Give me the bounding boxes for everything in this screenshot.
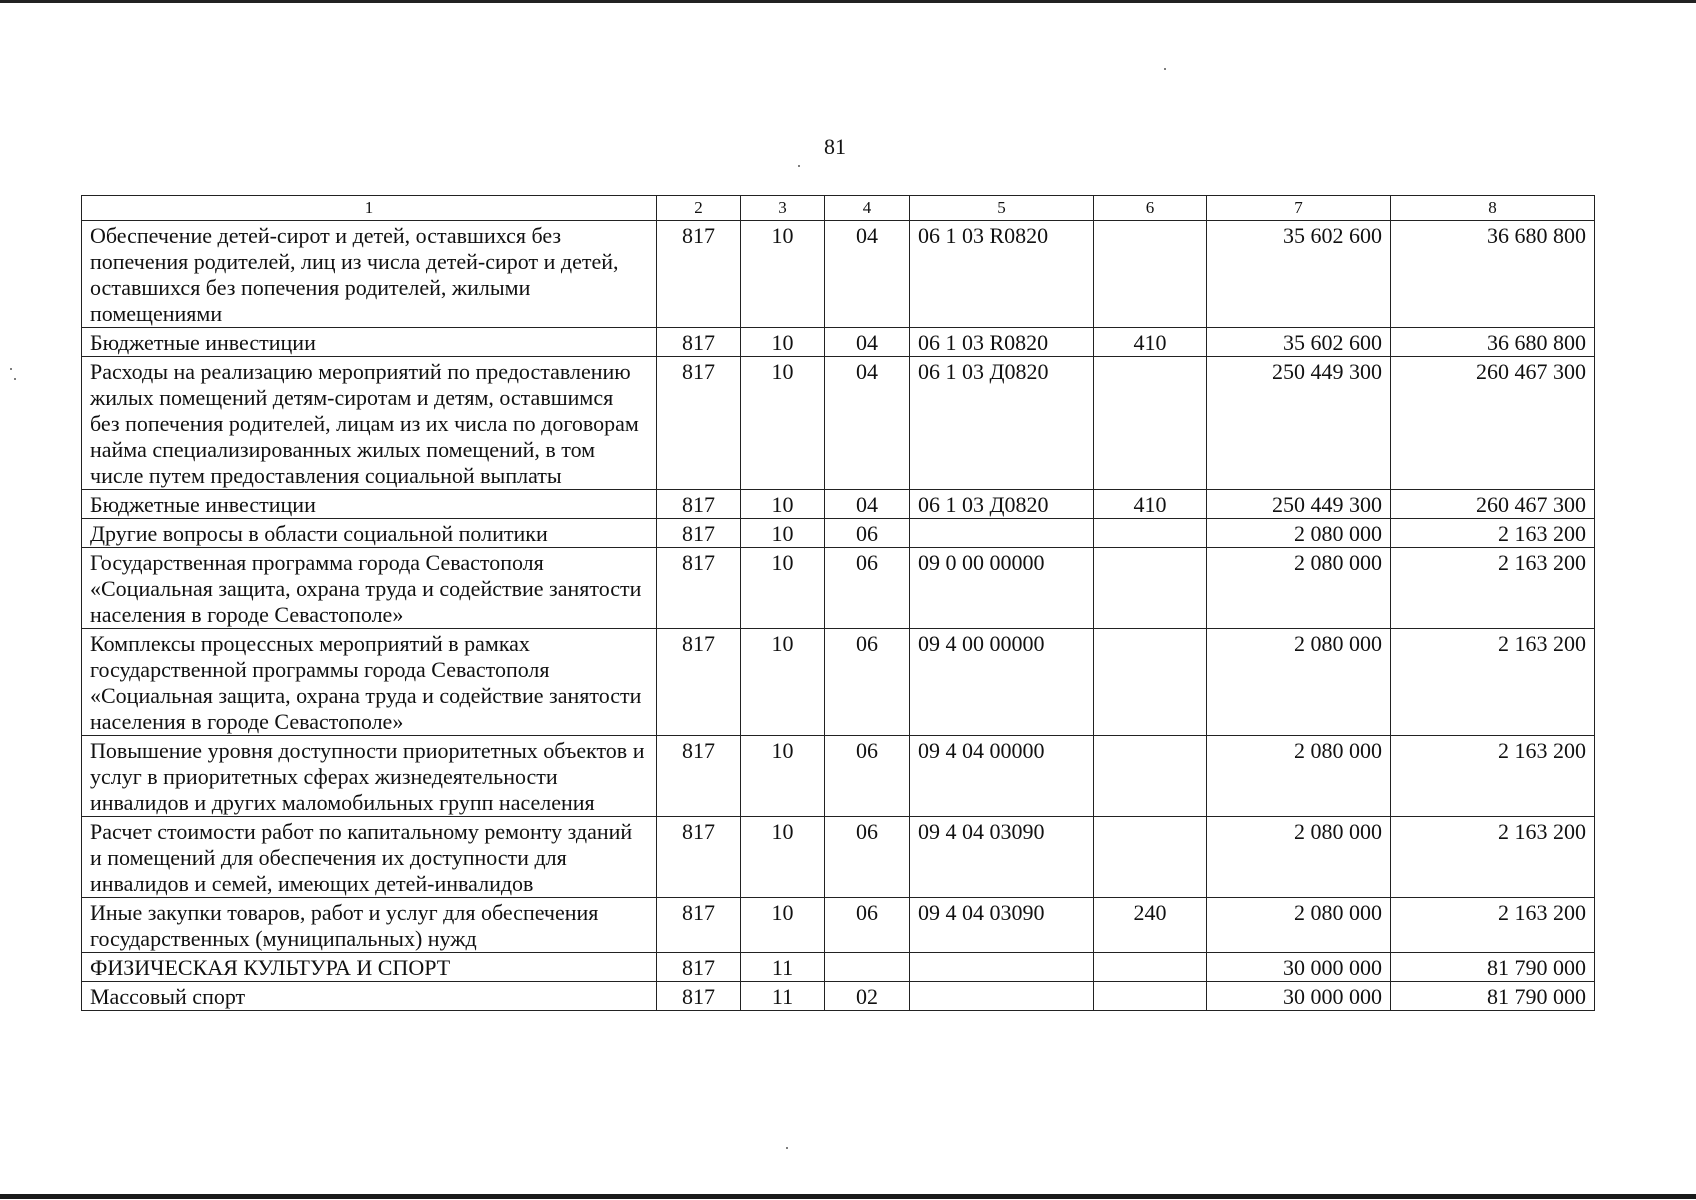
header-col-1: 1 xyxy=(82,196,657,221)
row-subsection-code: 06 xyxy=(825,519,910,548)
row-ministry-code: 817 xyxy=(657,221,741,328)
row-section-code: 10 xyxy=(741,548,825,629)
row-expense-type xyxy=(1094,629,1207,736)
row-subsection-code: 06 xyxy=(825,817,910,898)
row-subsection-code: 04 xyxy=(825,328,910,357)
row-amount-col7: 250 449 300 xyxy=(1207,357,1391,490)
row-amount-col8: 36 680 800 xyxy=(1391,221,1595,328)
row-amount-col8: 81 790 000 xyxy=(1391,982,1595,1011)
row-name: Иные закупки товаров, работ и услуг для обеспечения государственных (муниципальных) нужд xyxy=(82,898,657,953)
row-section-code: 10 xyxy=(741,519,825,548)
row-name: Государственная программа города Севастополя «Социальная защита, охрана труда и содействие занятости населения в городе Севастополе» xyxy=(82,548,657,629)
row-name: ФИЗИЧЕСКАЯ КУЛЬТУРА И СПОРТ xyxy=(82,953,657,982)
row-target-article: 06 1 03 R0820 xyxy=(910,328,1094,357)
row-ministry-code: 817 xyxy=(657,357,741,490)
row-amount-col8: 2 163 200 xyxy=(1391,898,1595,953)
row-ministry-code: 817 xyxy=(657,982,741,1011)
row-section-code: 10 xyxy=(741,736,825,817)
table-row xyxy=(82,898,1595,953)
row-section-code: 10 xyxy=(741,328,825,357)
row-name: Бюджетные инвестиции xyxy=(82,490,657,519)
row-expense-type xyxy=(1094,982,1207,1011)
row-target-article: 06 1 03 R0820 xyxy=(910,221,1094,328)
row-amount-col8: 81 790 000 xyxy=(1391,953,1595,982)
bottom-edge-rule xyxy=(0,1194,1696,1199)
scan-speck xyxy=(1164,68,1166,70)
table-row xyxy=(82,519,1595,548)
row-subsection-code xyxy=(825,953,910,982)
table-row xyxy=(82,490,1595,519)
row-amount-col8: 2 163 200 xyxy=(1391,817,1595,898)
row-name: Бюджетные инвестиции xyxy=(82,328,657,357)
header-col-3: 3 xyxy=(741,196,825,221)
row-expense-type: 410 xyxy=(1094,328,1207,357)
scan-speck xyxy=(798,165,800,167)
scan-speck xyxy=(10,368,12,370)
row-target-article: 09 4 00 00000 xyxy=(910,629,1094,736)
row-amount-col8: 260 467 300 xyxy=(1391,490,1595,519)
page-number: 81 xyxy=(824,134,846,159)
row-expense-type xyxy=(1094,357,1207,490)
row-name: Расходы на реализацию мероприятий по предоставлению жилых помещений детям-сиротам и детям, оставшимся без попечения родителей, лицам из их числа по договорам найма специализированных жилых помещений, в том числе путем предоставления социальной выплаты xyxy=(82,357,657,490)
row-amount-col7: 250 449 300 xyxy=(1207,490,1391,519)
row-amount-col8: 2 163 200 xyxy=(1391,548,1595,629)
header-col-5: 5 xyxy=(910,196,1094,221)
row-expense-type xyxy=(1094,519,1207,548)
row-amount-col7: 2 080 000 xyxy=(1207,898,1391,953)
row-amount-col8: 2 163 200 xyxy=(1391,736,1595,817)
scan-speck xyxy=(14,378,16,380)
row-section-code: 10 xyxy=(741,817,825,898)
row-amount-col7: 2 080 000 xyxy=(1207,817,1391,898)
row-amount-col7: 30 000 000 xyxy=(1207,953,1391,982)
row-target-article xyxy=(910,982,1094,1011)
row-amount-col8: 2 163 200 xyxy=(1391,629,1595,736)
row-name: Повышение уровня доступности приоритетных объектов и услуг в приоритетных сферах жизнедеятельности инвалидов и других маломобильных групп населения xyxy=(82,736,657,817)
table-row xyxy=(82,357,1595,490)
row-expense-type: 240 xyxy=(1094,898,1207,953)
header-col-2: 2 xyxy=(657,196,741,221)
header-col-4: 4 xyxy=(825,196,910,221)
row-name: Другие вопросы в области социальной политики xyxy=(82,519,657,548)
row-expense-type xyxy=(1094,548,1207,629)
table-row xyxy=(82,548,1595,629)
row-amount-col8: 2 163 200 xyxy=(1391,519,1595,548)
table-row xyxy=(82,953,1595,982)
row-amount-col8: 260 467 300 xyxy=(1391,357,1595,490)
row-amount-col7: 2 080 000 xyxy=(1207,629,1391,736)
header-row xyxy=(82,196,1595,221)
table-row xyxy=(82,629,1595,736)
table-row xyxy=(82,736,1595,817)
top-edge-rule xyxy=(0,0,1696,3)
row-name: Расчет стоимости работ по капитальному ремонту зданий и помещений для обеспечения их доступности для инвалидов и семей, имеющих детей-инвалидов xyxy=(82,817,657,898)
table-row xyxy=(82,982,1595,1011)
row-ministry-code: 817 xyxy=(657,519,741,548)
row-subsection-code: 04 xyxy=(825,490,910,519)
row-subsection-code: 04 xyxy=(825,357,910,490)
row-target-article: 06 1 03 Д0820 xyxy=(910,357,1094,490)
budget-table xyxy=(81,195,1595,1011)
row-amount-col7: 2 080 000 xyxy=(1207,736,1391,817)
row-section-code: 11 xyxy=(741,953,825,982)
row-target-article xyxy=(910,953,1094,982)
row-ministry-code: 817 xyxy=(657,898,741,953)
row-subsection-code: 02 xyxy=(825,982,910,1011)
row-ministry-code: 817 xyxy=(657,736,741,817)
row-expense-type xyxy=(1094,736,1207,817)
table-row xyxy=(82,817,1595,898)
row-target-article: 09 0 00 00000 xyxy=(910,548,1094,629)
row-subsection-code: 06 xyxy=(825,898,910,953)
row-amount-col8: 36 680 800 xyxy=(1391,328,1595,357)
row-subsection-code: 06 xyxy=(825,548,910,629)
row-subsection-code: 06 xyxy=(825,629,910,736)
row-ministry-code: 817 xyxy=(657,817,741,898)
row-subsection-code: 04 xyxy=(825,221,910,328)
row-ministry-code: 817 xyxy=(657,953,741,982)
row-name: Комплексы процессных мероприятий в рамках государственной программы города Севастополя «Социальная защита, охрана труда и содействие занятости населения в городе Севастополе» xyxy=(82,629,657,736)
row-expense-type: 410 xyxy=(1094,490,1207,519)
table-row xyxy=(82,221,1595,328)
row-section-code: 10 xyxy=(741,629,825,736)
row-ministry-code: 817 xyxy=(657,490,741,519)
header-col-8: 8 xyxy=(1391,196,1595,221)
row-target-article xyxy=(910,519,1094,548)
scan-speck xyxy=(786,1147,788,1149)
row-expense-type xyxy=(1094,953,1207,982)
row-name: Обеспечение детей-сирот и детей, оставшихся без попечения родителей, лиц из числа детей-сирот и детей, оставшихся без попечения родителей, жилыми помещениями xyxy=(82,221,657,328)
row-ministry-code: 817 xyxy=(657,548,741,629)
header-col-7: 7 xyxy=(1207,196,1391,221)
row-amount-col7: 35 602 600 xyxy=(1207,221,1391,328)
row-section-code: 11 xyxy=(741,982,825,1011)
row-expense-type xyxy=(1094,221,1207,328)
row-section-code: 10 xyxy=(741,221,825,328)
row-name: Массовый спорт xyxy=(82,982,657,1011)
row-expense-type xyxy=(1094,817,1207,898)
row-section-code: 10 xyxy=(741,357,825,490)
row-amount-col7: 2 080 000 xyxy=(1207,548,1391,629)
row-target-article: 09 4 04 03090 xyxy=(910,898,1094,953)
row-ministry-code: 817 xyxy=(657,629,741,736)
row-amount-col7: 2 080 000 xyxy=(1207,519,1391,548)
table-row xyxy=(82,328,1595,357)
row-section-code: 10 xyxy=(741,490,825,519)
row-target-article: 09 4 04 03090 xyxy=(910,817,1094,898)
header-col-6: 6 xyxy=(1094,196,1207,221)
row-target-article: 06 1 03 Д0820 xyxy=(910,490,1094,519)
row-subsection-code: 06 xyxy=(825,736,910,817)
row-ministry-code: 817 xyxy=(657,328,741,357)
row-amount-col7: 35 602 600 xyxy=(1207,328,1391,357)
row-amount-col7: 30 000 000 xyxy=(1207,982,1391,1011)
row-section-code: 10 xyxy=(741,898,825,953)
row-target-article: 09 4 04 00000 xyxy=(910,736,1094,817)
